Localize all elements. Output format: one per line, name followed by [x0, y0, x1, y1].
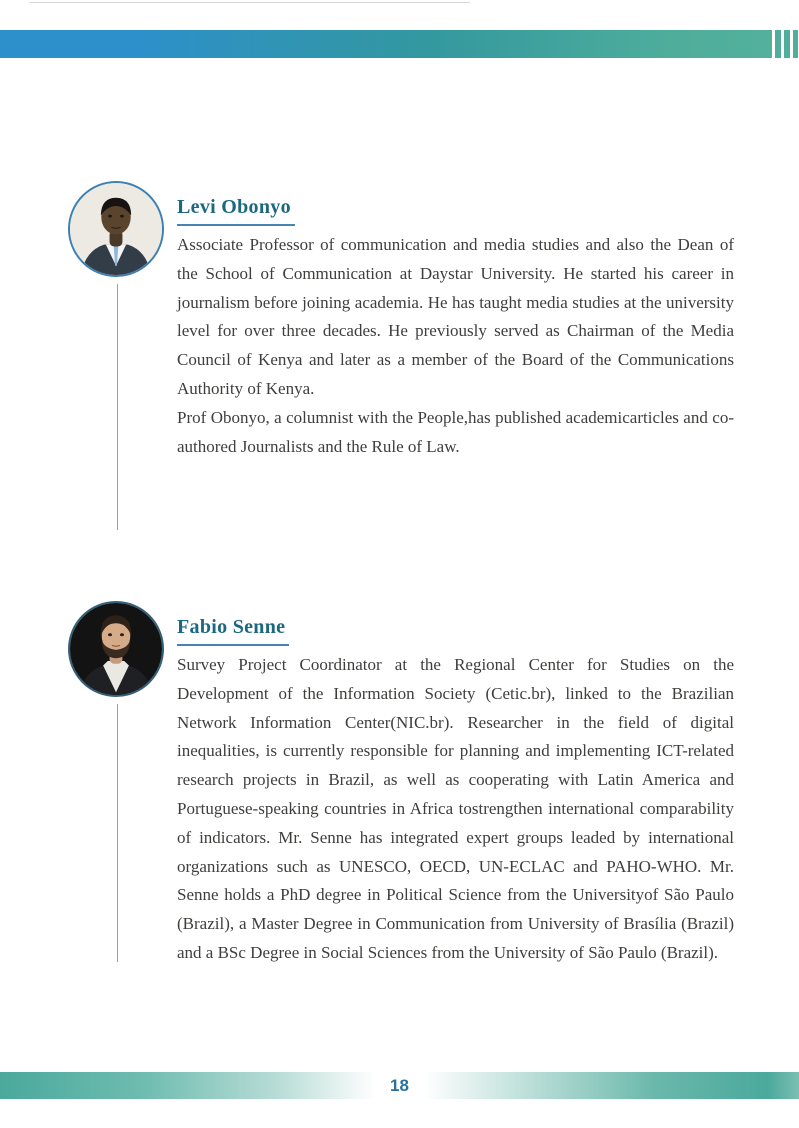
- page-number: 18: [390, 1076, 409, 1095]
- scan-artifact-line: [30, 2, 470, 3]
- bio-paragraph: Survey Project Coordinator at the Regional Center for Studies on the Development of the Information Society (Cetic.br), linked to the Brazilian Network Information Center(NIC.br). Researcher in the field of digital inequalities, is currently responsible for planning and implementing ICT-related research projects in Brazil, as well as cooperating with Latin America and Portuguese-speaking countries in Africa tostrengthen international comparability of indicators. Mr. Senne has integrated expert groups leaded by international organizations such as UNESCO, OECD, UN-ECLAC and PAHO-WHO. Mr. Senne holds a PhD degree in Political Science from the Universityof São Paulo (Brazil), a Master Degree in Communication from University of Brasília (Brazil) and a BSc Degree in Social Sciences from the University of São Paulo (Brazil).: [177, 655, 734, 962]
- bio-paragraph: Associate Professor of communication and media studies and also the Dean of the School of Communication at Daystar University. He started his career in journalism before joining academia. He has taught media studies at the university level for over three decades. He previously served as Chairman of the Media Council of Kenya and later as a member of the Board of the Communications Authority of Kenya.: [177, 235, 734, 398]
- header-stripe-2: [784, 30, 790, 58]
- profile-bio-fabio-senne: [177, 651, 734, 968]
- header-stripe-1: [775, 30, 781, 58]
- levi-obonyo-portrait: [68, 181, 164, 277]
- bio-paragraph: Prof Obonyo, a columnist with the People,has published academicarticles and co-authored Journalists and the Rule of Law.: [177, 407, 734, 456]
- profile-bio-levi-obonyo: [177, 231, 734, 461]
- profile-name-fabio-senne: Fabio Senne: [177, 616, 289, 646]
- levi-obonyo-avatar-graphic: [70, 183, 162, 275]
- fabio-senne-avatar-graphic: [70, 603, 162, 695]
- footer-gradient-band: [0, 1072, 799, 1099]
- header-stripe-3: [793, 30, 798, 58]
- timeline-connector-line: [117, 704, 118, 962]
- profile-name-levi-obonyo: Levi Obonyo: [177, 196, 295, 226]
- fabio-senne-portrait: [68, 601, 164, 697]
- header-gradient-band: [0, 30, 772, 58]
- timeline-connector-line: [117, 284, 118, 530]
